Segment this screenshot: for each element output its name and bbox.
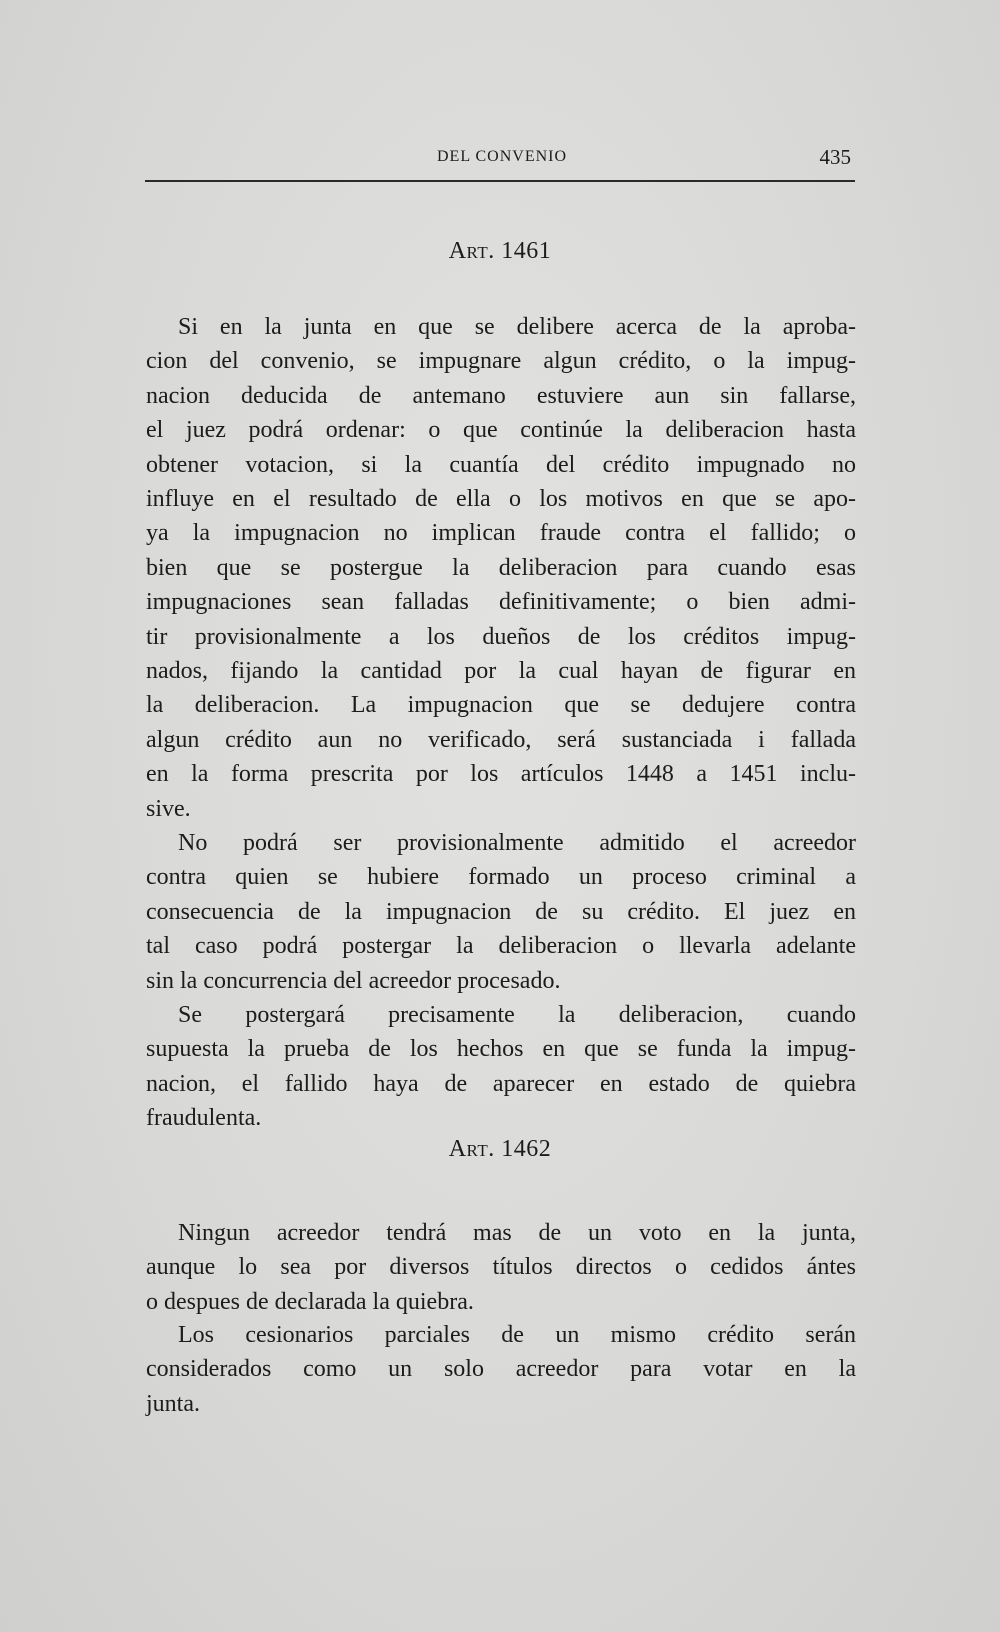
text-line: en la forma prescrita por los artículos 1448 a 1451 inclu- — [146, 761, 856, 788]
article-1461-paragraph-2 — [146, 826, 856, 998]
text-line: nacion deducida de antemano estuviere aun sin fallarse, — [146, 382, 856, 409]
text-line: tal caso podrá postergar la deliberacion o llevarla adelante — [146, 933, 856, 960]
article-label: Art. — [448, 238, 495, 264]
article-1462-paragraph-2 — [146, 1318, 856, 1421]
text-line: nados, fijando la cantidad por la cual hayan de figurar en — [146, 658, 856, 685]
text-line: la deliberacion. La impugnacion que se dedujere contra — [146, 692, 856, 719]
text-line: consecuencia de la impugnacion de su crédito. El juez en — [146, 898, 856, 925]
text-line: Se postergará precisamente la deliberacion, cuando — [178, 1002, 856, 1028]
page-number: 435 — [819, 145, 851, 169]
text-line: tir provisionalmente a los dueños de los créditos impug- — [146, 623, 856, 650]
text-line: Los cesionarios parciales de un mismo crédito serán — [178, 1322, 856, 1348]
text-line: nacion, el fallido haya de aparecer en estado de quiebra — [146, 1070, 856, 1097]
article-label: Art. — [448, 1136, 495, 1162]
text-line: sive. — [146, 795, 191, 822]
text-line: obtener votacion, si la cuantía del crédito impugnado no — [146, 451, 856, 478]
article-1461-paragraph-3 — [146, 998, 856, 1136]
text-line: bien que se postergue la deliberacion para cuando esas — [146, 554, 856, 581]
article-number: 1462 — [501, 1136, 552, 1162]
article-heading-1462 — [0, 1136, 1000, 1163]
text-line: el juez podrá ordenar: o que continúe la deliberacion hasta — [146, 417, 856, 444]
article-1461-paragraph-1 — [146, 310, 856, 826]
text-line: algun crédito aun no verificado, será sustanciada i fallada — [146, 726, 856, 753]
text-line: junta. — [146, 1390, 200, 1417]
text-line: supuesta la prueba de los hechos en que se funda la impug- — [146, 1036, 856, 1063]
text-line: considerados como un solo acreedor para votar en la — [146, 1356, 856, 1383]
text-line: cion del convenio, se impugnare algun crédito, o la impug- — [146, 348, 856, 375]
text-line: Si en la junta en que se delibere acerca de la aproba- — [178, 314, 856, 340]
text-line: sin la concurrencia del acreedor procesado. — [146, 967, 561, 994]
article-number: 1461 — [501, 238, 552, 264]
text-line: impugnaciones sean falladas definitivamente; o bien admi- — [146, 589, 856, 616]
text-line: contra quien se hubiere formado un proceso criminal a — [146, 864, 856, 891]
article-heading-1461 — [0, 238, 1000, 265]
header-rule — [145, 180, 855, 182]
text-line: aunque lo sea por diversos títulos directos o cedidos ántes — [146, 1254, 856, 1281]
text-line: ya la impugnacion no implican fraude contra el fallido; o — [146, 520, 856, 547]
text-line: No podrá ser provisionalmente admitido el acreedor — [178, 830, 856, 856]
running-title: DEL CONVENIO — [437, 148, 568, 165]
text-line: Ningun acreedor tendrá mas de un voto en la junta, — [178, 1220, 856, 1246]
article-1462-paragraph-1 — [146, 1216, 856, 1319]
text-line: o despues de declarada la quiebra. — [146, 1288, 474, 1315]
running-header — [145, 145, 851, 174]
text-line: influye en el resultado de ella o los motivos en que se apo- — [146, 486, 856, 513]
text-line: fraudulenta. — [146, 1105, 262, 1132]
